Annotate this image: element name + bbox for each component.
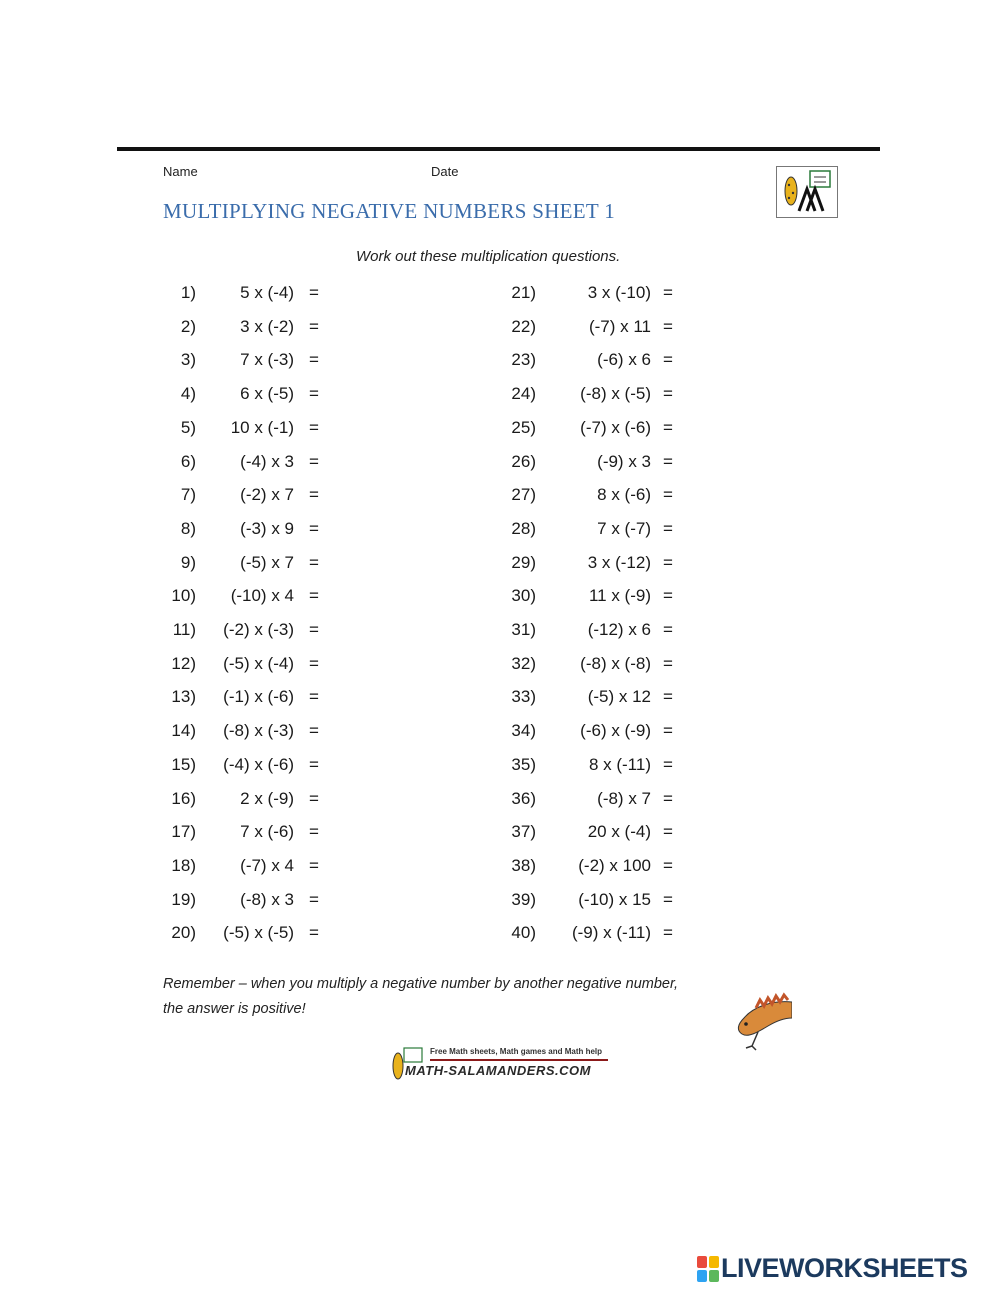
equals-sign: = [663, 283, 673, 302]
question-expression: 7 x (-7) [597, 518, 651, 538]
liveworksheets-logo-icon [697, 1256, 719, 1282]
instruction-text: Work out these multiplication questions. [356, 248, 621, 265]
equals-sign: = [309, 350, 319, 370]
question-expression: (-4) x (-6) [223, 754, 294, 774]
question-number: 10) [171, 586, 196, 606]
equals-sign: = [309, 620, 319, 639]
question-number: 16) [171, 788, 196, 808]
question-expression: (-8) x (-3) [223, 721, 294, 741]
footer-site-name[interactable]: MATH-SALAMANDERS.COM [405, 1063, 591, 1078]
question-number: 15) [171, 754, 196, 774]
question-expression: (-8) x 3 [240, 889, 294, 909]
question-expression: 11 x (-9) [588, 586, 651, 606]
question-number: 39) [511, 889, 536, 909]
question-number: 30) [511, 586, 536, 606]
question-number: 27) [511, 485, 536, 505]
remember-line-1: Remember – when you multiply a negative number by another negative number, [163, 976, 679, 992]
question-expression: 3 x (-10) [587, 283, 651, 302]
question-number: 12) [171, 653, 196, 673]
question-expression: (-7) x 11 [588, 316, 651, 336]
question-number: 13) [171, 687, 196, 707]
question-expression: 7 x (-3) [240, 350, 294, 370]
question-number: 14) [171, 721, 196, 741]
equals-sign: = [309, 889, 319, 909]
question-number: 5) [180, 417, 196, 437]
question-number: 31) [511, 620, 536, 639]
equals-sign: = [309, 316, 319, 336]
question-expression: 3 x (-12) [587, 552, 651, 572]
equals-sign: = [663, 586, 673, 606]
equals-sign: = [663, 721, 673, 741]
equals-sign: = [309, 855, 319, 875]
question-number: 33) [511, 687, 536, 707]
question-expression: (-9) x 3 [597, 451, 651, 471]
equals-sign: = [663, 855, 673, 875]
equals-sign: = [663, 417, 673, 437]
question-number: 8) [180, 518, 196, 538]
question-expression: (-5) x 7 [240, 552, 294, 572]
question-expression: (-5) x (-5) [223, 923, 294, 943]
question-expression: (-2) x 100 [578, 855, 651, 875]
question-expression: (-1) x (-6) [223, 687, 294, 707]
remember-note [163, 972, 783, 1022]
question-expression: 5 x (-4) [240, 283, 294, 302]
equals-sign: = [663, 451, 673, 471]
liveworksheets-wordmark: LIVEWORKSHEETS [721, 1253, 968, 1283]
question-expression: 8 x (-11) [588, 754, 651, 774]
question-number: 37) [511, 822, 536, 842]
equals-sign: = [663, 822, 673, 842]
question-number: 38) [511, 855, 536, 875]
question-number: 35) [511, 754, 536, 774]
question-number: 17) [171, 822, 196, 842]
top-rule [117, 147, 880, 151]
question-expression: (-12) x 6 [587, 620, 651, 639]
equals-sign: = [663, 620, 673, 639]
question-number: 22) [511, 316, 536, 336]
question-expression: 10 x (-1) [230, 417, 294, 437]
date-label: Date [431, 164, 459, 179]
question-expression: 8 x (-6) [597, 485, 651, 505]
question-number: 34) [511, 721, 536, 741]
equals-sign: = [309, 687, 319, 707]
equals-sign: = [309, 586, 319, 606]
question-number: 26) [511, 451, 536, 471]
question-number: 9) [180, 552, 196, 572]
equals-sign: = [309, 788, 319, 808]
equals-sign: = [663, 788, 673, 808]
equals-sign: = [309, 283, 319, 302]
equals-sign: = [663, 923, 673, 943]
question-number: 21) [511, 283, 536, 302]
question-expression: (-8) x (-5) [580, 384, 651, 404]
equals-sign: = [663, 384, 673, 404]
question-expression: (-8) x (-8) [580, 653, 651, 673]
question-expression: (-5) x 12 [587, 687, 651, 707]
equals-sign: = [663, 889, 673, 909]
question-expression: 7 x (-6) [240, 822, 294, 842]
question-number: 4) [180, 384, 196, 404]
equals-sign: = [663, 653, 673, 673]
equals-sign: = [663, 754, 673, 774]
question-expression: (-6) x (-9) [580, 721, 651, 741]
equals-sign: = [309, 754, 319, 774]
question-number: 24) [511, 384, 536, 404]
question-expression: (-7) x (-6) [580, 417, 651, 437]
question-expression: (-7) x 4 [240, 855, 294, 875]
name-label: Name [163, 164, 198, 179]
question-number: 1) [180, 283, 196, 302]
footer-tagline: Free Math sheets, Math games and Math help [430, 1047, 603, 1056]
equals-sign: = [663, 485, 673, 505]
question-expression: (-2) x (-3) [223, 620, 294, 639]
equals-sign: = [309, 923, 319, 943]
equals-sign: = [309, 451, 319, 471]
question-number: 40) [511, 923, 536, 943]
question-expression: (-4) x 3 [240, 451, 294, 471]
question-number: 36) [511, 788, 536, 808]
question-number: 7) [180, 485, 196, 505]
equals-sign: = [663, 350, 673, 370]
question-number: 3) [180, 350, 196, 370]
lizard-illustration-icon [734, 992, 792, 1052]
equals-sign: = [309, 485, 319, 505]
question-number: 25) [511, 417, 536, 437]
question-number: 29) [511, 552, 536, 572]
question-number: 6) [180, 451, 196, 471]
question-expression: (-6) x 6 [597, 350, 651, 370]
question-number: 11) [172, 620, 196, 639]
question-expression: (-10) x 15 [578, 889, 651, 909]
question-expression: 2 x (-9) [240, 788, 294, 808]
salamander-logo-icon [776, 166, 838, 218]
equals-sign: = [309, 518, 319, 538]
question-expression: 20 x (-4) [587, 822, 651, 842]
question-expression: 6 x (-5) [240, 384, 294, 404]
question-number: 19) [171, 889, 196, 909]
question-number: 20) [171, 923, 196, 943]
question-expression: (-2) x 7 [240, 485, 294, 505]
equals-sign: = [663, 316, 673, 336]
question-number: 2) [180, 316, 196, 336]
equals-sign: = [663, 518, 673, 538]
question-number: 28) [511, 518, 536, 538]
question-expression: (-8) x 7 [597, 788, 651, 808]
equals-sign: = [309, 822, 319, 842]
worksheet-title: MULTIPLYING NEGATIVE NUMBERS SHEET 1 [163, 199, 616, 223]
question-number: 32) [511, 653, 536, 673]
question-expression: (-9) x (-11) [571, 923, 651, 943]
equals-sign: = [309, 721, 319, 741]
question-expression: (-5) x (-4) [223, 653, 294, 673]
equals-sign: = [309, 653, 319, 673]
question-expression: (-10) x 4 [230, 586, 294, 606]
equals-sign: = [309, 417, 319, 437]
equals-sign: = [663, 552, 673, 572]
equals-sign: = [309, 384, 319, 404]
question-expression: 3 x (-2) [240, 316, 294, 336]
question-expression: (-3) x 9 [240, 518, 294, 538]
question-number: 18) [171, 855, 196, 875]
equals-sign: = [309, 552, 319, 572]
equals-sign: = [663, 687, 673, 707]
remember-line-2: the answer is positive! [163, 1001, 306, 1017]
question-number: 23) [511, 350, 536, 370]
